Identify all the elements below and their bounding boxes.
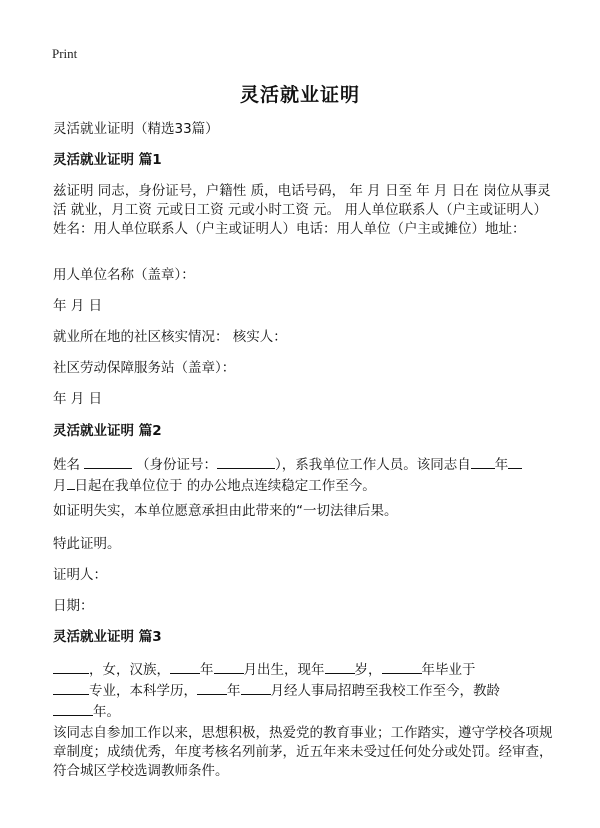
blank-line — [241, 680, 271, 695]
section-3-heading: 灵活就业证明 篇3 — [53, 629, 162, 645]
blank-line — [67, 475, 75, 490]
blank-line — [53, 701, 93, 716]
section-3-paragraph-2: 该同志自参加工作以来，思想积极，热爱党的教育事业；工作踏实，遵守学校各项规章制度；成绩优秀，年度考核名列前茅，近五年来未受过任何处分或处罚。经审查，符合城区学校选调教师条件。 — [53, 725, 553, 779]
section-1-paragraph-1: 兹证明 同志，身份证号，户籍性 质，电话号码， 年 月 日至 年 月 日在 岗位从事灵活 就业，月工资 元或日工资 元或小时工资 元。 用人单位联系人（户主或证明人）姓名：用人单位联系人（户主或证明人）电话：用人单位（户主或摊位）地址： — [53, 183, 551, 237]
blank-line — [471, 454, 495, 469]
blank-line — [217, 454, 275, 469]
section-2-hereby: 特此证明。 — [53, 536, 121, 552]
document-title: 灵活就业证明 — [239, 84, 360, 106]
section-1-employer-name: 用人单位名称（盖章）： — [53, 267, 195, 283]
section-2-date: 日期： — [53, 598, 94, 614]
document-subtitle: 灵活就业证明（精选33篇） — [53, 121, 219, 137]
print-label: Print — [52, 46, 78, 61]
blank-line — [53, 659, 89, 674]
blank-line — [508, 454, 522, 469]
section-2-heading: 灵活就业证明 篇2 — [53, 423, 162, 439]
blank-line — [325, 659, 355, 674]
section-1-date-2: 年 月 日 — [53, 391, 103, 407]
section-2-witness: 证明人： — [53, 567, 107, 583]
section-1-service-station: 社区劳动保障服务站（盖章）： — [53, 360, 236, 376]
section-2-disclaimer: 如证明失实，本单位愿意承担由此带来的“一切法律后果。 — [53, 503, 398, 519]
blank-line — [197, 680, 227, 695]
section-3-paragraph-1: ，女，汉族， 年 月出生，现年 岁， 年毕业于 专业，本科学历， 年 月经人事局招聘至我校工作至今，教龄 年。 — [53, 659, 553, 722]
blank-line — [53, 680, 89, 695]
blank-line — [84, 454, 132, 469]
blank-line — [382, 659, 422, 674]
section-1-heading: 灵活就业证明 篇1 — [53, 152, 162, 168]
section-1-date-1: 年 月 日 — [53, 298, 103, 314]
blank-line — [170, 659, 200, 674]
section-1-verification: 就业所在地的社区核实情况： 核实人： — [53, 329, 287, 345]
section-2-paragraph-1: 姓名 （身份证号： ），系我单位工作人员。该同志自 年 月 日起在我单位位于 的办公地点连续稳定工作至今。 — [53, 454, 553, 496]
blank-line — [214, 659, 244, 674]
